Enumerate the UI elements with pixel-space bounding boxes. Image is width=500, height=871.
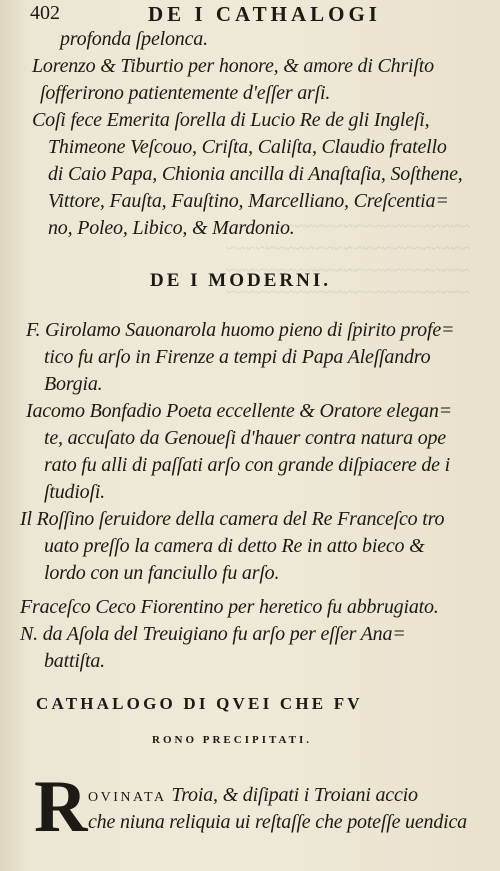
text-line: battiſta.	[44, 650, 105, 672]
text-line: Il Roſſino ſeruidore della camera del Re Franceſco tro	[20, 508, 445, 530]
text-line: Borgia.	[44, 373, 103, 395]
text-line: tico fu arſo in Firenze a tempi di Papa Aleſſandro	[44, 346, 431, 368]
text-line	[88, 783, 418, 810]
text-line: no, Poleo, Libico, & Mardonio.	[48, 217, 295, 239]
bleed-through-text: ~~~~~~~~~~~~~~~~~~~~~~~~~ ~~~~~~~~~~~~~~~~~~~~~~~~~ ~~~~~~~~~~~~~~~~~~~~~~~~~ ~~~~~~~~~~~~~~~~~~~~~~~~~	[226, 216, 470, 302]
small-caps-word: OVINATA	[88, 790, 167, 805]
text-line: Vittore, Fauſta, Fauſtino, Marcelliano, Creſcentia=	[48, 190, 449, 212]
text-line: di Caio Papa, Chionia ancilla di Anaſtaſia, Soſthene,	[48, 163, 463, 185]
running-head: DE I CATHALOGI	[148, 2, 381, 26]
text-line: N. da Aſola del Treuigiano fu arſo per eſſer Ana=	[20, 623, 406, 645]
section-heading: CATHALOGO DI QVEI CHE FV	[36, 694, 363, 713]
text-line: Thimeone Veſcouo, Criſta, Caliſta, Claudio fratello	[48, 136, 447, 158]
section-heading: DE I MODERNI.	[150, 270, 331, 291]
drop-cap-initial: R	[34, 766, 88, 848]
text-line: Fraceſco Ceco Fiorentino per heretico fu abbrugiato.	[20, 596, 439, 618]
text-line: F. Girolamo Sauonarola huomo pieno di ſpirito profe=	[26, 319, 455, 341]
text-line: che niuna reliquia ui reſtaſſe che poteſſe uendica	[88, 811, 467, 833]
text-line: Coſi fece Emerita ſorella di Lucio Re de gli Ingleſi,	[32, 109, 430, 131]
text-line: profonda ſpelonca.	[60, 28, 208, 50]
text-line: Lorenzo & Tiburtio per honore, & amore di Chriſto	[32, 55, 434, 77]
text-line: rato fu alli di paſſati arſo con grande diſpiacere de i	[44, 454, 451, 476]
page-number: 402	[30, 2, 60, 24]
text-span: Troia, & diſipati i Troiani accio	[166, 784, 418, 806]
text-line: ſtudioſi.	[44, 481, 105, 503]
text-line: Iacomo Bonfadio Poeta eccellente & Oratore elegan=	[26, 400, 452, 422]
text-line: uato preſſo la camera di detto Re in atto bieco &	[44, 535, 425, 557]
text-line: te, accuſato da Genoueſi d'hauer contra natura ope	[44, 427, 446, 449]
text-line: lordo con un fanciullo fu arſo.	[44, 562, 280, 584]
text-line: ſofferirono patientemente d'eſſer arſi.	[40, 82, 331, 104]
section-subheading: RONO PRECIPITATI.	[152, 734, 312, 746]
